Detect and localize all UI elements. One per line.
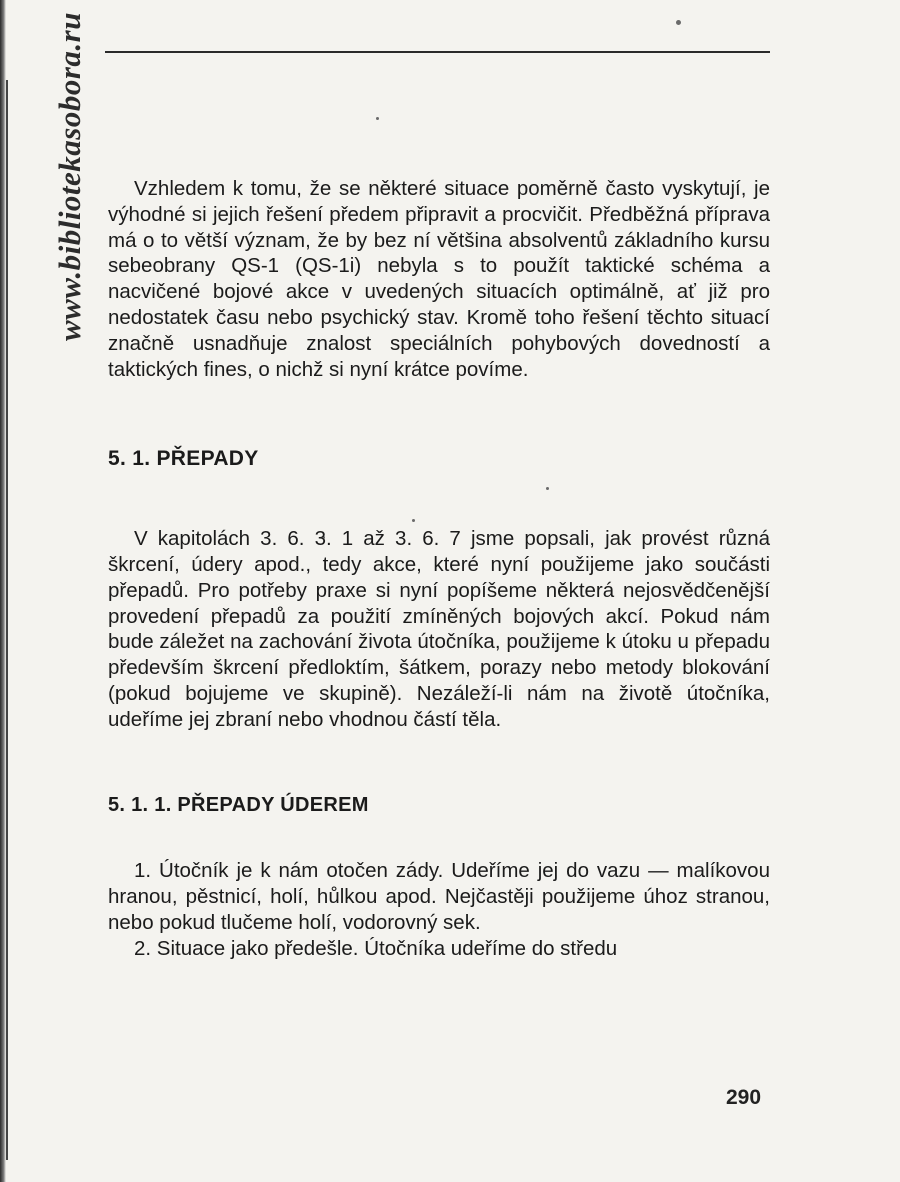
section-heading: 5. 1. PŘEPADY [108,447,259,471]
page-number: 290 [726,1086,762,1109]
page-text [108,176,770,962]
list-item-2: 2. Situace jako předešle. Útočníka udeříme do středu [134,936,618,960]
scan-speck [376,117,379,120]
section-paragraph: V kapitolách 3. 6. 3. 1 až 3. 6. 7 jsme popsali, jak provést různá škrcení, údery apod., tedy akce, které nyní použijeme jako součásti přepadů. Pro potřeby praxe si nyní popíšeme některá nejosvědčenější provedení přepadů za použití zmíněných bojových akcí. Pokud nám bude záležet na zachování života útočníka, použijeme k útoku u přepadu především škrcení předloktím, šátkem, porazy nebo metody blokování (pokud bojujeme ve skupině). Nezáleží-li nám na životě útočníka, udeříme jej zbraní nebo vhodnou částí těla. [108,527,770,731]
subsection-heading: 5. 1. 1. PŘEPADY ÚDEREM [108,793,369,816]
binding-shadow-line [6,80,8,1160]
intro-paragraph: Vzhledem k tomu, že se některé situace poměrně často vyskytují, je výhodné si jejich řešení předem připravit a procvičit. Předběžná příprava má o to větší význam, že by bez ní většina absolventů základního kursu sebeobrany QS-1 (QS-1i) nebyla s to použít taktické schéma a nacvičené bojové akce v uvedených situacích optimálně, ať již pro nedostatek času nebo psychický stav. Kromě toho řešení těchto situací značně usnadňuje znalost speciálních pohybových dovedností a taktických fines, o nichž si nyní krátce povíme. [108,177,770,381]
list-item-1: 1. Útočník je k nám otočen zády. Udeříme jej do vazu — malíkovou hranou, pěstnicí, holí, hůlkou apod. Nejčastěji použijeme úhoz stranou, nebo pokud tlučeme holí, vodorovný sek. [108,859,770,934]
scan-speck [676,20,681,25]
watermark: www.bibliotekasobora.ru [52,12,87,342]
header-rule [105,51,770,53]
